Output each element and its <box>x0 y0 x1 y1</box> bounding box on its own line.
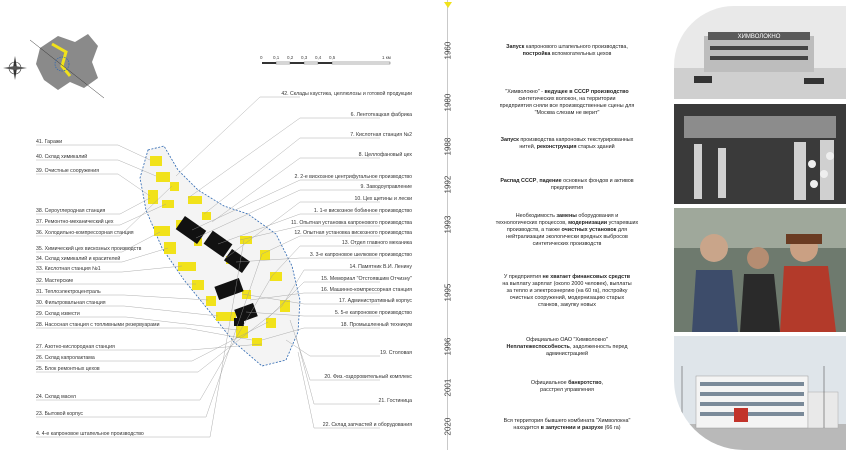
plan-label: 33. Кислотная станция №1 <box>36 266 101 272</box>
scale-tick: 0,5 <box>329 55 336 60</box>
photo-workshop <box>674 104 846 204</box>
scale-unit: 1 км <box>382 55 391 60</box>
timeline-year: 2001 <box>443 378 453 397</box>
plan-label: 36. Холодильно-компрессорная станция <box>36 230 134 236</box>
compass-icon <box>3 56 27 80</box>
timeline-event: Необходимость замены оборудования и технологических процессов, модернизации устаревших производств, а также очистных установок для нейтрализации экологически вредных выбросов синтетических производств <box>495 213 639 247</box>
timeline-event: Официально ОАО "Химволокно" Неплатежеспособность, задолженность перед администрацией <box>506 337 628 357</box>
photo-factory-2020 <box>674 336 846 450</box>
plan-label: 24. Склад масел <box>36 394 76 400</box>
timeline-year: 1995 <box>443 283 453 302</box>
plan-label: 42. Склады каустика, целлюлозы и готовой продукции <box>281 91 412 97</box>
plan-label: 39. Очистные сооружения <box>36 168 100 174</box>
scale-tick: 0,1 <box>273 55 280 60</box>
timeline-event: Распад СССР, падение основных фондов и активов предприятия <box>500 178 634 191</box>
photo-workers <box>674 208 846 332</box>
plan-label: 14. Памятник В.И. Ленину <box>349 264 412 270</box>
plan-label: 8. Целлофановый цех <box>358 152 412 158</box>
plan-label: 37. Ремонтно-механический цех <box>36 219 114 225</box>
plan-label: 21. Гостиница <box>378 398 412 404</box>
plan-label: 4. 4-е капроновое штапельное производство <box>36 431 144 437</box>
timeline-event: У предприятия не хватает финансовых средств на выплату зарплат (около 2000 человек), выплаты за тепло и электроэнергию (на 60 га), постройку очистных сооружений, модернизацию старых станков, закупку новых <box>502 274 632 308</box>
scale-tick: 0,2 <box>287 55 294 60</box>
plan-label: 30. Фильтровальная станция <box>36 300 106 306</box>
plan-label: 29. Склад извести <box>36 311 80 317</box>
plan-label: 10. Цех щетины и лески <box>354 196 412 202</box>
scale-tick: 0 <box>260 55 263 60</box>
plan-label: 34. Склад химикалий и красителей <box>36 256 121 262</box>
scale-bar <box>262 62 390 64</box>
plan-label: 35. Химический цех вискозных производств <box>36 246 142 252</box>
timeline-event: Запуск капронового штапельного производства, постройка вспомогательных цехов <box>506 44 628 57</box>
timeline-year: 1996 <box>443 337 453 356</box>
plan-label: 19. Столовая <box>380 350 412 356</box>
timeline-event: Вся территория бывшего комбината "Химволокна" находится в запустении и разрухе (66 га) <box>503 418 631 431</box>
plan-label: 11. Опытная установка капронового производства <box>291 220 412 226</box>
plan-label: 1. 1-е вискозное бобинное производство <box>313 208 412 214</box>
photo-factory-1960 <box>674 6 846 99</box>
arrow-down-icon <box>443 0 453 10</box>
plan-label: 17. Административный корпус <box>339 298 412 304</box>
plan-label: 23. Бытовой корпус <box>36 411 83 417</box>
timeline-year: 1980 <box>443 93 453 112</box>
plan-label: 32. Мастерские <box>36 278 74 284</box>
scale-tick: 0,3 <box>301 55 308 60</box>
timeline-event: Запуск производства капроновых текстурированных нитей, реконструкция старых зданий <box>500 137 634 150</box>
plan-label: 22. Склад запчастей и оборудования <box>322 422 412 428</box>
plan-label: 12. Опытная установка вискозного производства <box>294 230 412 236</box>
plan-label: 3. 3-е капроновое шелковое производство <box>309 252 412 258</box>
plan-label: 20. Физ.-оздоровительный комплекс <box>324 374 412 380</box>
timeline-year: 2020 <box>443 417 453 436</box>
plan-label: 9. Заводоуправление <box>360 184 412 190</box>
timeline-year: 1993 <box>443 215 453 234</box>
plan-label: 27. Азотно-кислородная станция <box>36 344 115 350</box>
factory-sign: ХИМВОЛОКНО <box>737 34 781 40</box>
site-plan <box>0 0 418 450</box>
plan-label: 41. Гаражи <box>36 139 63 145</box>
timeline-year: 1960 <box>443 41 453 60</box>
plan-label: 40. Склад химикалий <box>36 154 88 160</box>
plan-label: 26. Склад капролактама <box>36 355 95 361</box>
plan-label: 13. Отдел главного механика <box>341 240 412 246</box>
locator-map <box>30 34 104 98</box>
scale-tick: 0,4 <box>315 55 322 60</box>
timeline-year: 1988 <box>443 137 453 156</box>
plan-label: 28. Насосная станция с топливными резервуарами <box>36 322 160 328</box>
plan-label: 6. Лентоткацкая фабрика <box>350 112 412 118</box>
plan-label: 5. 5-е капроновое производство <box>334 310 412 316</box>
plan-label: 7. Кислотная станция №2 <box>350 132 412 138</box>
plan-label: 31. Теплоэлектроцентраль <box>36 289 101 295</box>
plan-label: 16. Машинно-компрессорная станция <box>320 287 412 293</box>
plan-label: 38. Сероуглеродная станция <box>36 208 106 214</box>
plan-label: 18. Промышленный техникум <box>340 322 412 328</box>
plan-label: 15. Мемориал "Отстоявшим Отчизну" <box>321 276 412 282</box>
timeline-year: 1992 <box>443 175 453 194</box>
plan-label: 25. Блок ремонтных цехов <box>36 366 100 372</box>
plan-label: 2. 2-е вискозное центрифугальное производство <box>294 174 412 180</box>
timeline-event: "Химволокно" - ведущее в СССР производство синтетических волокон, на территории предприятия сняли все производственные сцены для "Москва слезам не верит" <box>499 89 635 116</box>
timeline-event: Официальное банкротство, расстрел управления <box>530 380 604 393</box>
